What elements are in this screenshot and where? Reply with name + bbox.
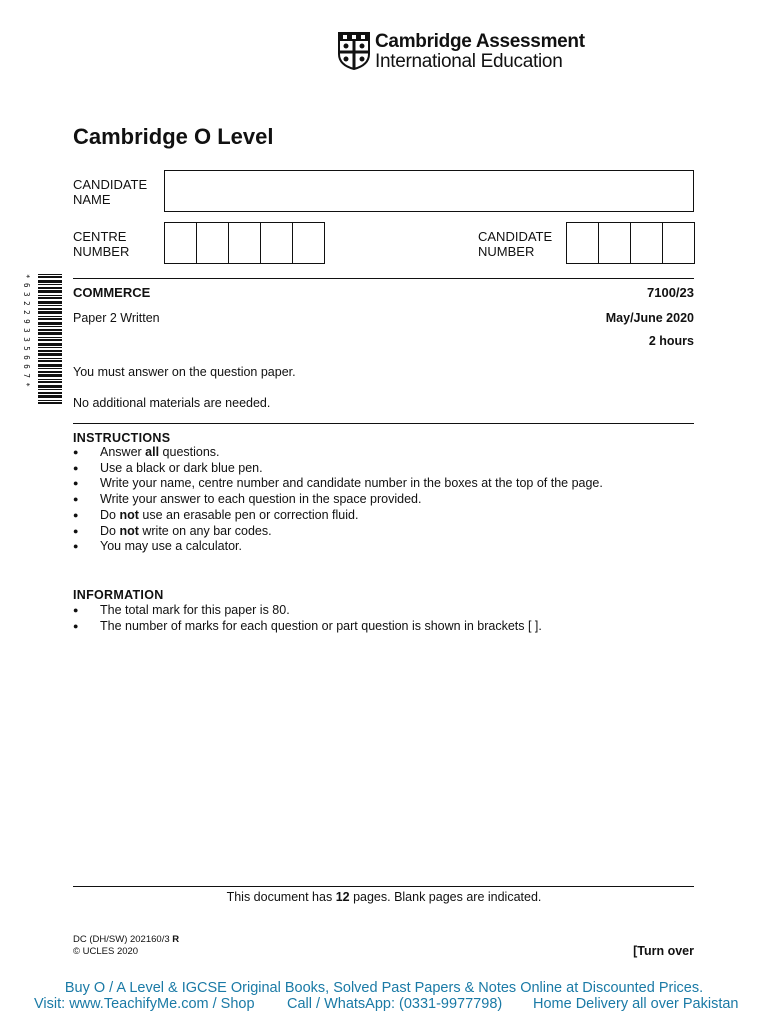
instruction-item — [73, 461, 603, 477]
digit-box[interactable] — [631, 223, 663, 263]
instruction-text: Use a black or dark blue pen. — [100, 460, 263, 475]
instruction-item — [73, 524, 603, 540]
document-ref-suffix: R — [172, 934, 180, 945]
barcode-bar — [38, 287, 62, 289]
barcode-bar — [38, 402, 62, 404]
instruction-item — [73, 445, 603, 461]
barcode-bar — [38, 392, 62, 394]
ad-website[interactable]: Visit: www.TeachifyMe.com / Shop — [34, 996, 255, 1012]
divider — [73, 886, 694, 887]
barcode-bar — [38, 339, 62, 341]
crest-icon — [338, 32, 370, 70]
digit-box[interactable] — [165, 223, 197, 263]
page-title: Cambridge O Level — [73, 124, 274, 149]
barcode-bar — [38, 332, 62, 335]
centre-number-field[interactable] — [164, 222, 325, 264]
barcode-bar — [38, 379, 62, 380]
barcode-bar — [38, 350, 62, 352]
instruction-text: Answer — [100, 445, 146, 459]
digit-box[interactable] — [261, 223, 293, 263]
barcode-bar — [38, 353, 62, 356]
information-item: ● The total mark for this paper is 80. — [73, 603, 542, 619]
barcode-bar — [38, 276, 62, 278]
candidate-number-label: CANDIDATE NUMBER — [478, 229, 553, 259]
instruction-text: Do — [100, 507, 120, 522]
barcode-bar — [38, 381, 62, 383]
barcode-bar — [38, 371, 62, 373]
candidate-number-field[interactable] — [566, 222, 695, 264]
instruction-item — [73, 539, 603, 555]
instruction-emphasis: not — [119, 507, 139, 522]
instruction-text-end: questions. — [159, 445, 220, 459]
instruction-text-end: use an erasable pen or correction fluid. — [138, 507, 359, 522]
session: May/June 2020 — [605, 311, 694, 325]
barcode-bar — [38, 274, 62, 275]
turn-over: [Turn over — [633, 944, 694, 958]
digit-box[interactable] — [229, 223, 261, 263]
barcode-bar — [38, 305, 62, 306]
barcode-bar — [38, 284, 62, 285]
logo-line-2: International Education — [375, 51, 563, 72]
information-item: ● The number of marks for each question or part question is shown in brackets [ ]. — [73, 619, 542, 635]
barcode-bar — [38, 322, 62, 325]
divider — [73, 423, 694, 424]
digit-box[interactable] — [599, 223, 631, 263]
instruction-text-end: write on any bar codes. — [138, 523, 272, 538]
barcode-bar — [38, 308, 62, 310]
ad-delivery: Home Delivery all over Pakistan — [533, 996, 739, 1012]
barcode-bar — [38, 280, 62, 283]
barcode-bar — [38, 295, 62, 296]
barcode-bar — [38, 395, 62, 398]
page-count-post: pages. Blank pages are indicated. — [349, 890, 542, 904]
barcode-bar — [38, 374, 62, 377]
barcode-bar — [38, 368, 62, 369]
page-count-pre: This document has — [226, 890, 336, 904]
ad-phone[interactable]: Call / WhatsApp: (0331-9977798) — [287, 996, 503, 1012]
digit-box[interactable] — [293, 223, 324, 263]
barcode-bar — [38, 360, 62, 362]
instruction-text: Write your answer to each question in the space provided. — [100, 492, 422, 507]
logo-line-1: Cambridge Assessment — [375, 31, 585, 52]
barcode-bar — [38, 311, 62, 314]
instructions-heading: INSTRUCTIONS — [73, 431, 171, 445]
barcode-bar — [38, 301, 62, 304]
instruction-item — [73, 508, 603, 524]
centre-number-label: CENTRE NUMBER — [73, 229, 130, 259]
barcode-bar — [38, 400, 62, 401]
instruction-text: Do — [100, 523, 120, 538]
document-ref — [73, 934, 179, 945]
page-count-note — [0, 890, 768, 904]
duration: 2 hours — [648, 334, 694, 348]
barcode-bar — [38, 290, 62, 293]
digit-box[interactable] — [663, 223, 694, 263]
barcode-bar — [38, 326, 62, 327]
instruction-emphasis: not — [119, 523, 139, 538]
barcode-digits: * 6 3 2 2 9 3 3 5 6 6 7 * — [22, 274, 31, 387]
barcode-bar — [38, 329, 62, 331]
instruction-item — [73, 476, 603, 492]
barcode-bar — [38, 343, 62, 346]
barcode-digits-wrap — [22, 274, 34, 410]
document-ref-code: DC (DH/SW) 202160/3 — [73, 934, 173, 945]
barcode-bar — [38, 316, 62, 317]
cambridge-logo — [338, 31, 588, 71]
barcode-bar — [38, 337, 62, 338]
barcode-bar — [38, 347, 62, 348]
digit-box[interactable] — [567, 223, 599, 263]
note-answer-on-paper: You must answer on the question paper. — [73, 365, 296, 379]
barcode-bar — [38, 389, 62, 390]
ad-line-1: Buy O / A Level & IGCSE Original Books, Solved Past Papers & Notes Online at Discounted Prices. — [64, 980, 704, 996]
page-count-number: 12 — [335, 890, 350, 904]
information-heading: INFORMATION — [73, 588, 164, 602]
note-materials: No additional materials are needed. — [73, 396, 271, 410]
instructions-list — [73, 445, 603, 555]
candidate-name-field[interactable] — [164, 170, 694, 212]
subject: COMMERCE — [73, 285, 151, 300]
barcode-bar — [38, 358, 62, 359]
instruction-text: You may use a calculator. — [100, 539, 242, 554]
divider — [73, 278, 694, 279]
instruction-text: Write your name, centre number and candidate number in the boxes at the top of the page. — [100, 476, 603, 491]
paper-code: 7100/23 — [647, 285, 694, 300]
candidate-name-label: CANDIDATE NAME — [73, 177, 148, 207]
instruction-item — [73, 492, 603, 508]
barcode-bar — [38, 297, 62, 299]
paper-name: Paper 2 Written — [73, 311, 160, 325]
information-list — [73, 603, 542, 634]
copyright: © UCLES 2020 — [73, 946, 139, 957]
barcode-bar — [38, 364, 62, 367]
digit-box[interactable] — [197, 223, 229, 263]
instruction-emphasis: all — [145, 445, 160, 459]
barcode-bar — [38, 385, 62, 388]
barcode-bar — [38, 318, 62, 320]
